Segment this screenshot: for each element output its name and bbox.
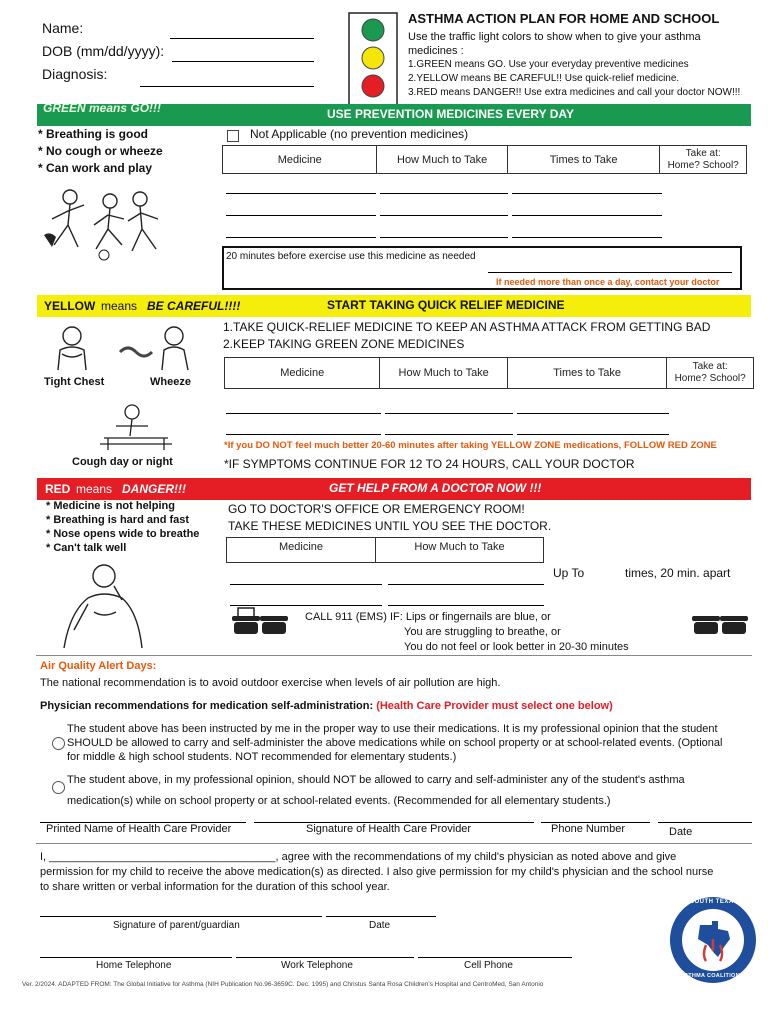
green-amount-field-2[interactable] — [380, 215, 508, 216]
work-telephone-field[interactable] — [236, 957, 414, 958]
rule-yellow: 2.YELLOW means BE CAREFUL!! Use quick-relief medicine. — [408, 73, 680, 84]
physician-option-2-radio[interactable] — [52, 781, 65, 794]
work-telephone-label: Work Telephone — [281, 960, 353, 971]
red-instruction-2: TAKE THESE MEDICINES UNTIL YOU SEE THE DOCTOR. — [228, 519, 552, 533]
wheeze-label: Wheeze — [150, 376, 191, 388]
yellow-label-c: BE CAREFUL!!!! — [147, 299, 241, 313]
yellow-banner — [37, 295, 751, 317]
physician-heading — [40, 700, 613, 712]
diagnosis-label: Diagnosis: — [42, 66, 108, 82]
col-times: Times to Take — [508, 358, 667, 388]
consent-text: I, _____________________________________, agree with the recommendations of my child's physician as noted above and give permission for my child to receive the above medication(s) as directed. I also give permission for my child's physician and the school nurse to share written or verbal information for the duration of this school year. — [40, 851, 714, 893]
footer-credit: Ver. 2/2024. ADAPTED FROM: The Global Initiative for Asthma (NIH Publication No.96-3659C. Dec. 1995) and Christus Santa Rosa Children's Hospital and CentroMed, San Antonio — [22, 981, 544, 988]
col-home-school: Home? School? — [674, 373, 746, 384]
yellow-amount-field-1[interactable] — [385, 413, 513, 414]
section-divider — [36, 655, 752, 656]
yellow-medicine-field-2[interactable] — [226, 434, 381, 435]
green-symptom-1: * Breathing is good — [38, 127, 149, 141]
provider-phone-label: Phone Number — [551, 823, 625, 835]
col-medicine: Medicine — [223, 146, 377, 173]
red-banner — [37, 478, 751, 500]
col-take-at: Take at: — [685, 147, 721, 159]
cough-icon — [96, 402, 176, 452]
yellow-warning-2: *IF SYMPTOMS CONTINUE FOR 12 TO 24 HOURS, CALL YOUR DOCTOR — [224, 457, 635, 471]
green-banner-text: USE PREVENTION MEDICINES EVERY DAY — [327, 107, 574, 121]
section-divider — [36, 843, 752, 844]
red-label-a: RED — [45, 482, 71, 496]
physician-title-note: (Health Care Provider must select one below) — [376, 700, 613, 712]
south-texas-asthma-coalition-logo — [668, 895, 758, 985]
red-banner-text: GET HELP FROM A DOCTOR NOW !!! — [329, 481, 542, 495]
wheeze-icon — [116, 324, 196, 374]
col-take-at: Take at: — [692, 361, 728, 372]
physician-option-1-radio[interactable] — [52, 737, 65, 750]
exercise-note: If needed more than once a day, contact your doctor — [496, 277, 720, 287]
dob-field[interactable] — [172, 61, 314, 62]
green-symptom-2: * No cough or wheeze — [38, 144, 163, 158]
green-banner — [37, 101, 751, 126]
col-medicine: Medicine — [225, 358, 380, 388]
air-quality-title: Air Quality Alert Days: — [40, 660, 157, 672]
times-apart-label: times, 20 min. apart — [625, 566, 731, 580]
red-symptom-1: * Medicine is not helping — [46, 500, 175, 512]
green-medicine-field-1[interactable] — [226, 193, 376, 194]
provider-name-label: Printed Name of Health Care Provider — [46, 823, 232, 835]
physician-option-2-text: The student above, in my professional opinion, should NOT be allowed to carry and self-administer any of the student's asthma medication(s) while on school property or at school-related events. (Recommended for all elementary students.) — [67, 774, 685, 807]
red-amount-field-1[interactable] — [388, 584, 544, 585]
call-911-text-c: You do not feel or look better in 20-30 minutes — [404, 641, 629, 653]
red-symptom-3: * Nose opens wide to breathe — [46, 528, 200, 540]
col-times: Times to Take — [508, 146, 660, 173]
green-times-field-2[interactable] — [512, 215, 662, 216]
red-symptom-4: * Can't talk well — [46, 542, 127, 554]
red-label-b: means — [76, 482, 113, 496]
tight-chest-icon — [48, 324, 98, 374]
diagnosis-field[interactable] — [140, 86, 314, 87]
provider-date-field[interactable] — [658, 822, 752, 823]
cell-phone-field[interactable] — [418, 957, 572, 958]
call-911-text: CALL 911 (EMS) IF: Lips or fingernails are blue, or — [305, 611, 551, 623]
dob-label: DOB (mm/dd/yyyy): — [42, 43, 165, 59]
not-applicable-checkbox[interactable] — [227, 130, 239, 142]
yellow-warning-1: *If you DO NOT feel much better 20-60 minutes after taking YELLOW ZONE medications, FOLLOW RED ZONE — [224, 440, 717, 451]
red-medicine-table-header — [226, 537, 544, 563]
col-how-much: How Much to Take — [380, 358, 508, 388]
yellow-medicine-table-header — [224, 357, 754, 389]
name-field[interactable] — [170, 38, 314, 39]
telephone-icon-right — [692, 606, 750, 636]
col-home-school: Home? School? — [667, 159, 739, 171]
up-to-label: Up To — [553, 566, 585, 580]
green-symptom-3: * Can work and play — [38, 161, 153, 175]
yellow-banner-text: START TAKING QUICK RELIEF MEDICINE — [327, 298, 565, 312]
rule-red: 3.RED means DANGER!! Use extra medicines and call your doctor NOW!!! — [408, 87, 741, 98]
green-label: GREEN means GO!!! — [43, 101, 162, 115]
green-amount-field-3[interactable] — [380, 237, 508, 238]
not-applicable-label: Not Applicable (no prevention medicines) — [250, 127, 469, 141]
green-medicine-field-3[interactable] — [226, 237, 376, 238]
home-telephone-label: Home Telephone — [96, 960, 172, 971]
exercise-box[interactable] — [222, 246, 742, 290]
yellow-label-a: YELLOW — [44, 299, 96, 313]
parent-date-label: Date — [369, 920, 391, 931]
struggling-person-icon — [44, 560, 154, 650]
air-quality-text: The national recommendation is to avoid outdoor exercise when levels of air pollution are high. — [40, 677, 501, 689]
provider-date-label: Date — [669, 826, 693, 838]
kids-playing-icon — [38, 185, 168, 265]
traffic-light-icon — [348, 12, 398, 108]
col-medicine: Medicine — [227, 538, 376, 562]
intro-text: Use the traffic light colors to show when to give your asthma medicines : — [408, 31, 701, 57]
yellow-medicine-field-1[interactable] — [226, 413, 381, 414]
red-amount-field-2[interactable] — [388, 605, 544, 606]
physician-title: Physician recommendations for medication self-administration: — [40, 700, 374, 712]
home-telephone-field[interactable] — [40, 957, 232, 958]
red-symptom-2: * Breathing is hard and fast — [46, 514, 190, 526]
red-instruction-1: GO TO DOCTOR'S OFFICE OR EMERGENCY ROOM! — [228, 502, 525, 516]
provider-signature-label: Signature of Health Care Provider — [306, 823, 472, 835]
tight-chest-label: Tight Chest — [44, 376, 105, 388]
rule-green: 1.GREEN means GO. Use your everyday preventive medicines — [408, 59, 689, 70]
col-how-much: How Much to Take — [377, 146, 508, 173]
yellow-step-1: 1.TAKE QUICK-RELIEF MEDICINE TO KEEP AN ASTHMA ATTACK FROM GETTING BAD — [223, 320, 711, 334]
exercise-text: 20 minutes before exercise use this medicine as needed — [226, 251, 476, 262]
page-title: ASTHMA ACTION PLAN FOR HOME AND SCHOOL — [408, 11, 720, 26]
logo-bottom-text: ASTHMA COALITION — [680, 973, 740, 979]
parent-signature-label: Signature of parent/guardian — [113, 920, 240, 931]
green-times-field-1[interactable] — [512, 193, 662, 194]
yellow-times-field-2[interactable] — [517, 434, 669, 435]
telephone-icon-left — [232, 606, 290, 636]
yellow-label-b: means — [101, 299, 138, 313]
parent-signature-field[interactable] — [40, 916, 322, 917]
yellow-times-field-1[interactable] — [517, 413, 669, 414]
physician-option-1-text: The student above has been instructed by me in the proper way to use their medications. It is my professional opinion that the student SHOULD be allowed to carry and self-administer the above medications while on school property or at school-related events. (Optional for middle & high school students. NOT recommended for elementary students.) — [67, 723, 723, 763]
cell-phone-label: Cell Phone — [464, 960, 513, 971]
green-medicine-table-header — [222, 145, 747, 174]
logo-top-text: SOUTH TEXAS — [690, 899, 739, 905]
red-medicine-field-1[interactable] — [230, 584, 382, 585]
col-how-much: How Much to Take — [414, 541, 505, 553]
green-times-field-3[interactable] — [512, 237, 662, 238]
cough-label: Cough day or night — [72, 456, 173, 468]
parent-date-field[interactable] — [326, 916, 436, 917]
exercise-field[interactable] — [488, 272, 732, 273]
yellow-amount-field-2[interactable] — [385, 434, 513, 435]
green-amount-field-1[interactable] — [380, 193, 508, 194]
call-911-text-b: You are struggling to breathe, or — [404, 626, 561, 638]
name-label: Name: — [42, 20, 84, 36]
yellow-step-2: 2.KEEP TAKING GREEN ZONE MEDICINES — [223, 337, 465, 351]
red-label-c: DANGER!!! — [122, 482, 186, 496]
green-medicine-field-2[interactable] — [226, 215, 376, 216]
